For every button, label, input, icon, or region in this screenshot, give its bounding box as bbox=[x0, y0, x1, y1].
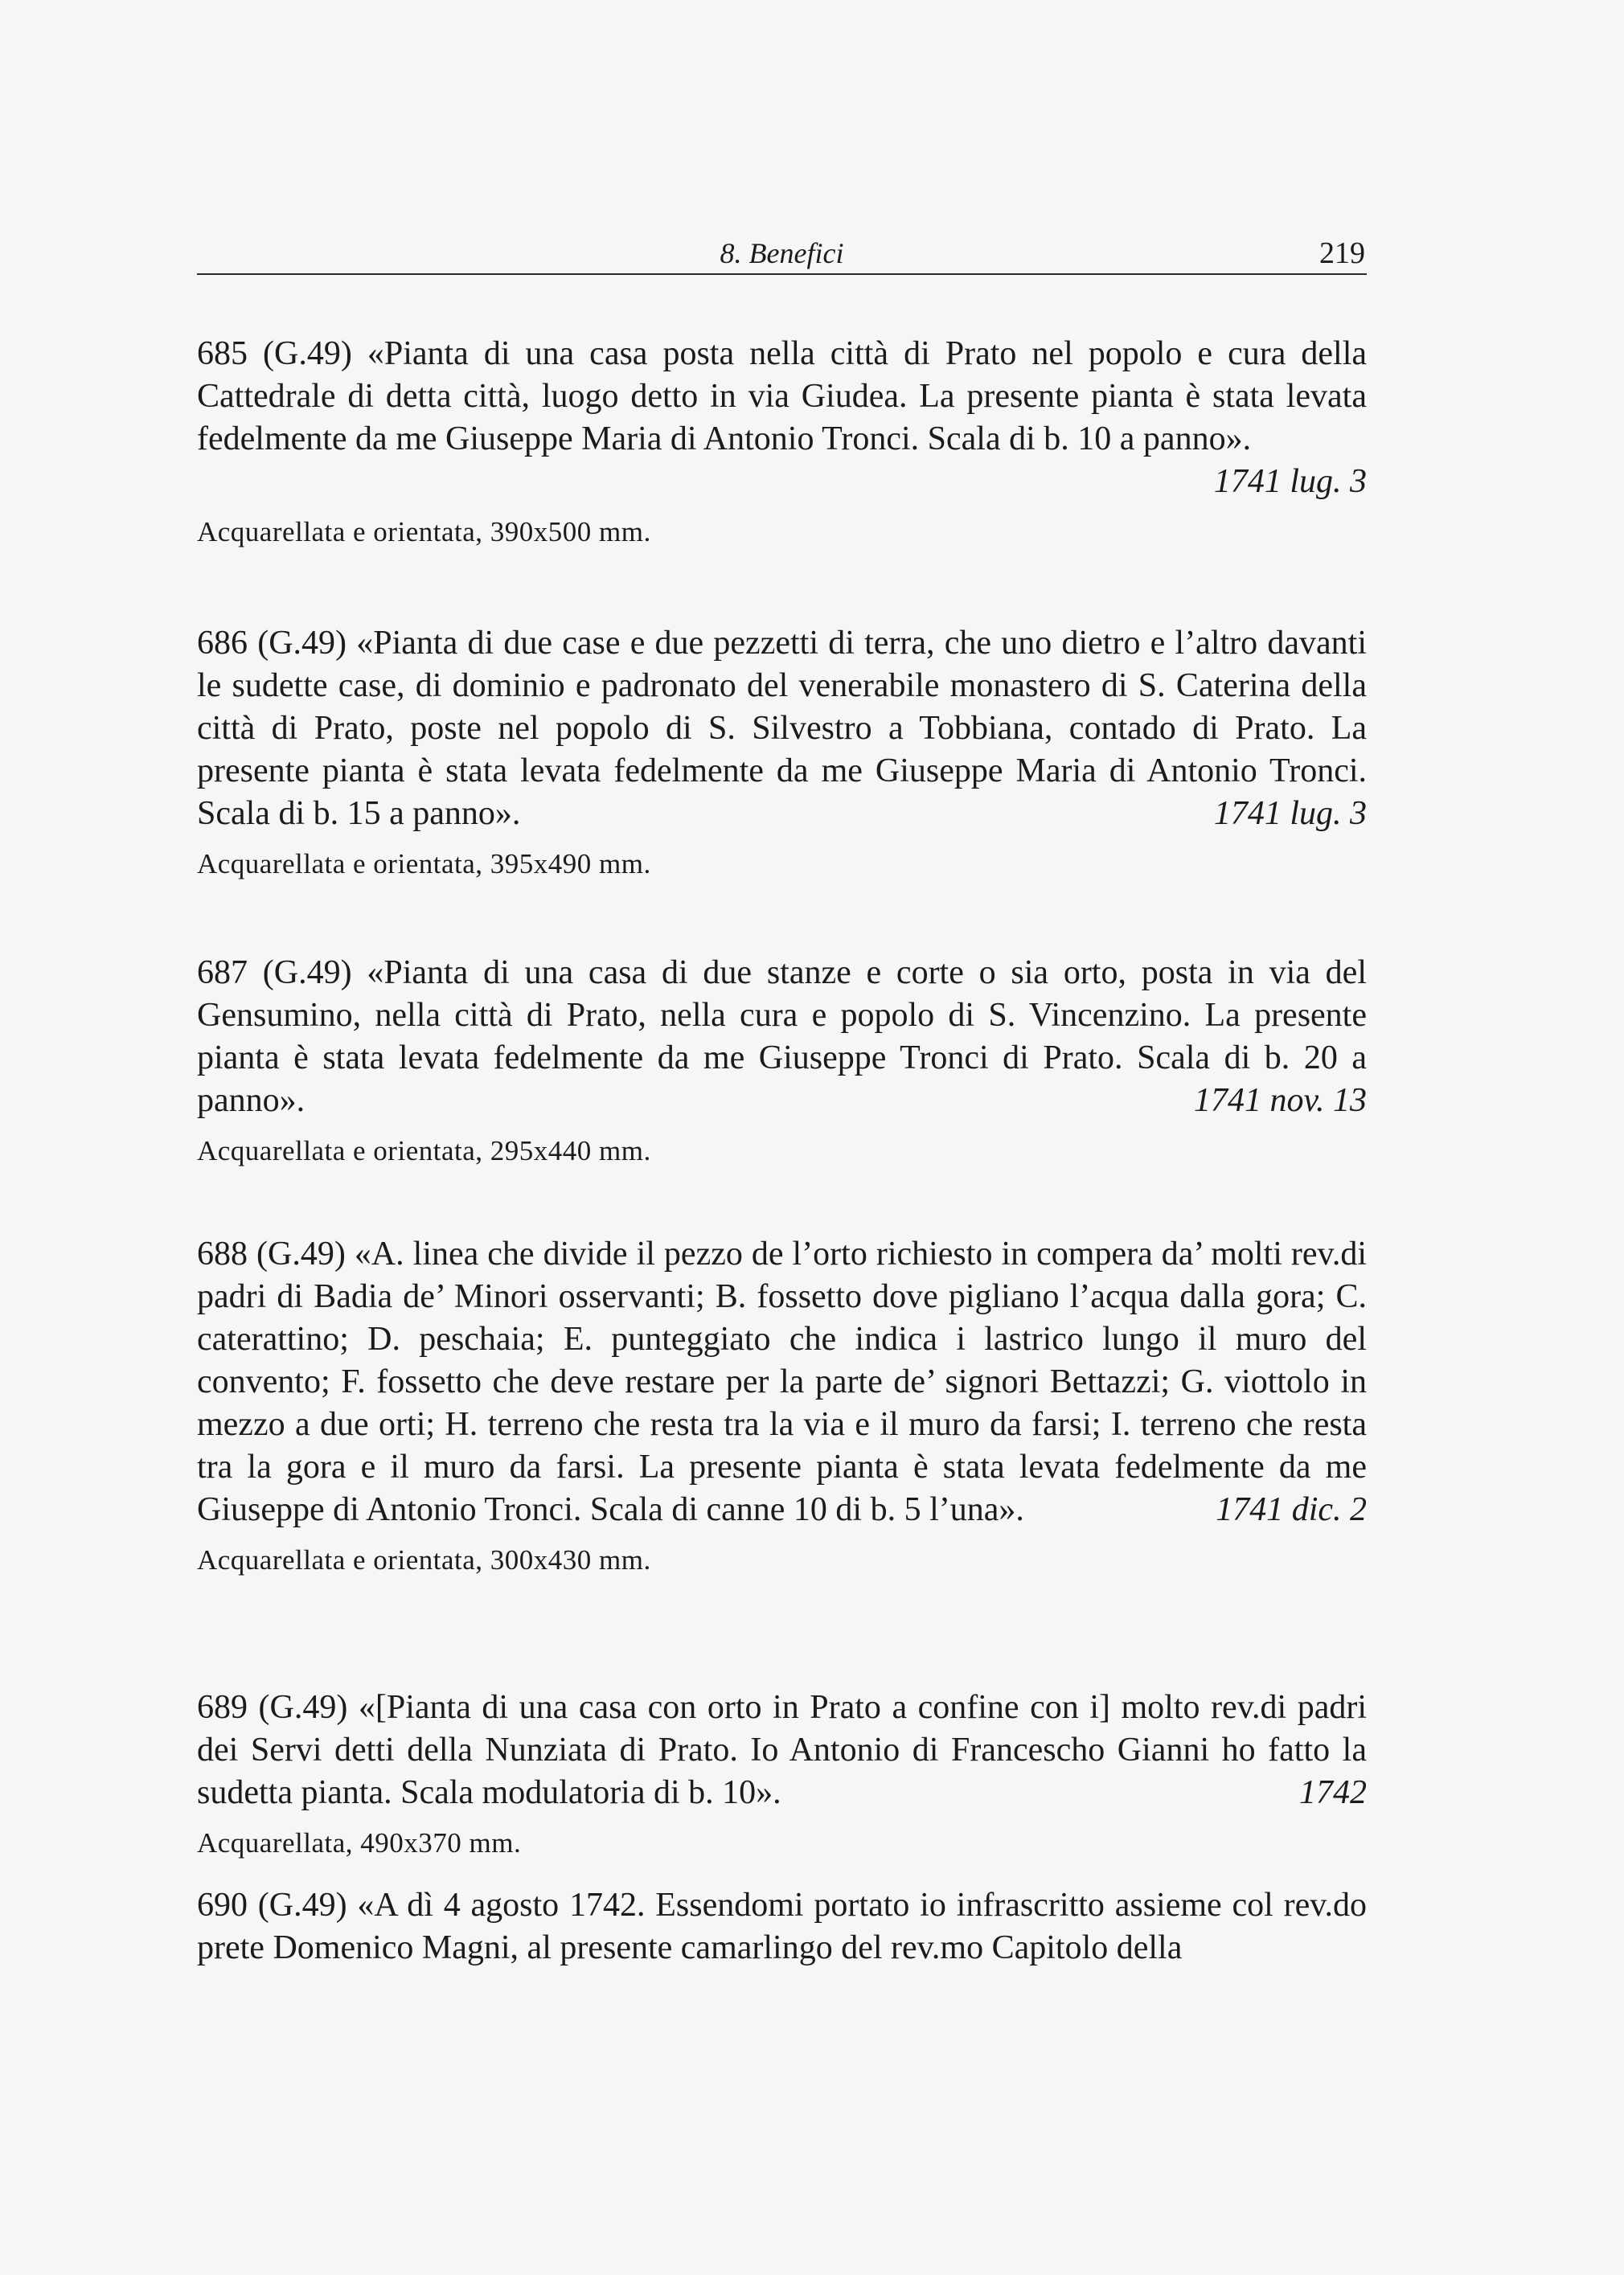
entry-description: Acquarellata e orientata, 390x500 mm. bbox=[197, 516, 651, 547]
entry-text bbox=[197, 952, 1367, 1122]
entry-date: 1741 dic. 2 bbox=[1216, 1491, 1367, 1528]
catalog-entry-689 bbox=[197, 1687, 1367, 1861]
catalog-entry-690 bbox=[197, 1884, 1367, 1970]
catalog-entry-685 bbox=[197, 333, 1367, 550]
entry-text bbox=[197, 622, 1367, 835]
entry-body: 685 (G.49) «Pianta di una casa posta nella città di Prato nel popolo e cura della Cattedrale di detta città, luogo detto in via Giudea. La presente pianta è stata levata fedelmente da me Giuseppe Maria di Antonio Tronci. Scala di b. 10 a panno». bbox=[197, 335, 1367, 457]
entry-text bbox=[197, 333, 1367, 503]
section-title: 8. Benefici bbox=[720, 237, 844, 269]
entry-body: 688 (G.49) «A. linea che divide il pezzo de l’orto richiesto in compera da’ molti rev.di padri di Badia de’ Minori osservanti; B. fossetto dove pigliano l’acqua dalla gora; C. caterattino; D. peschaia; E. punteggiato che indica i lastrico lungo il muro del convento; F. fossetto che deve restare per la parte de’ signori Bettazzi; G. viottolo in mezzo a due orti; H. terreno che resta tra la via e il muro da farsi; I. terreno che resta tra la gora e il muro da farsi. La presente pianta è stata levata fedelmente da me Giuseppe di Antonio Tronci. Scala di canne 10 di b. 5 l’una». bbox=[197, 1236, 1367, 1528]
entry-description: Acquarellata e orientata, 395x490 mm. bbox=[197, 848, 651, 879]
entry-description: Acquarellata, 490x370 mm. bbox=[197, 1827, 522, 1859]
running-header bbox=[197, 235, 1367, 275]
entry-date: 1741 lug. 3 bbox=[1213, 795, 1367, 832]
entry-text bbox=[197, 1687, 1367, 1814]
entry-text bbox=[197, 1233, 1367, 1531]
entry-body: 686 (G.49) «Pianta di due case e due pezzetti di terra, che uno dietro e l’altro davanti le sudette case, di dominio e padronato del venerabile monastero di S. Caterina della città di Prato, poste nel popolo di S. Silvestro a Tobbiana, contado di Prato. La presente pianta è stata levata fedelmente da me Giuseppe Maria di Antonio Tronci. Scala di b. 15 a panno». bbox=[197, 625, 1367, 832]
entry-date: 1741 nov. 13 bbox=[1193, 1082, 1367, 1119]
entry-body: 690 (G.49) «A dì 4 agosto 1742. Essendomi portato io infrascritto assieme col rev.do prete Domenico Magni, al presente camarlingo del rev.mo Capitolo della bbox=[197, 1887, 1367, 1966]
entry-text bbox=[197, 1884, 1367, 1970]
catalog-entry-687 bbox=[197, 952, 1367, 1169]
entry-description: Acquarellata e orientata, 295x440 mm. bbox=[197, 1135, 651, 1166]
entry-body: 687 (G.49) «Pianta di una casa di due stanze e corte o sia orto, posta in via del Gensumino, nella città di Prato, nella cura e popolo di S. Vincenzino. La presente pianta è stata levata fedelmente da me Giuseppe Tronci di Prato. Scala di b. 20 a panno». bbox=[197, 954, 1367, 1119]
entry-description: Acquarellata e orientata, 300x430 mm. bbox=[197, 1544, 651, 1576]
entry-body: 689 (G.49) «[Pianta di una casa con orto in Prato a confine con i] molto rev.di padri dei Servi detti della Nunziata di Prato. Io Antonio di Francescho Gianni ho fatto la sudetta pianta. Scala modulatoria di b. 10». bbox=[197, 1689, 1367, 1811]
page-number: 219 bbox=[1319, 236, 1365, 270]
entry-date: 1742 bbox=[1299, 1774, 1367, 1811]
catalog-entry-686 bbox=[197, 622, 1367, 882]
entry-date: 1741 lug. 3 bbox=[1213, 463, 1367, 500]
catalog-entry-688 bbox=[197, 1233, 1367, 1578]
